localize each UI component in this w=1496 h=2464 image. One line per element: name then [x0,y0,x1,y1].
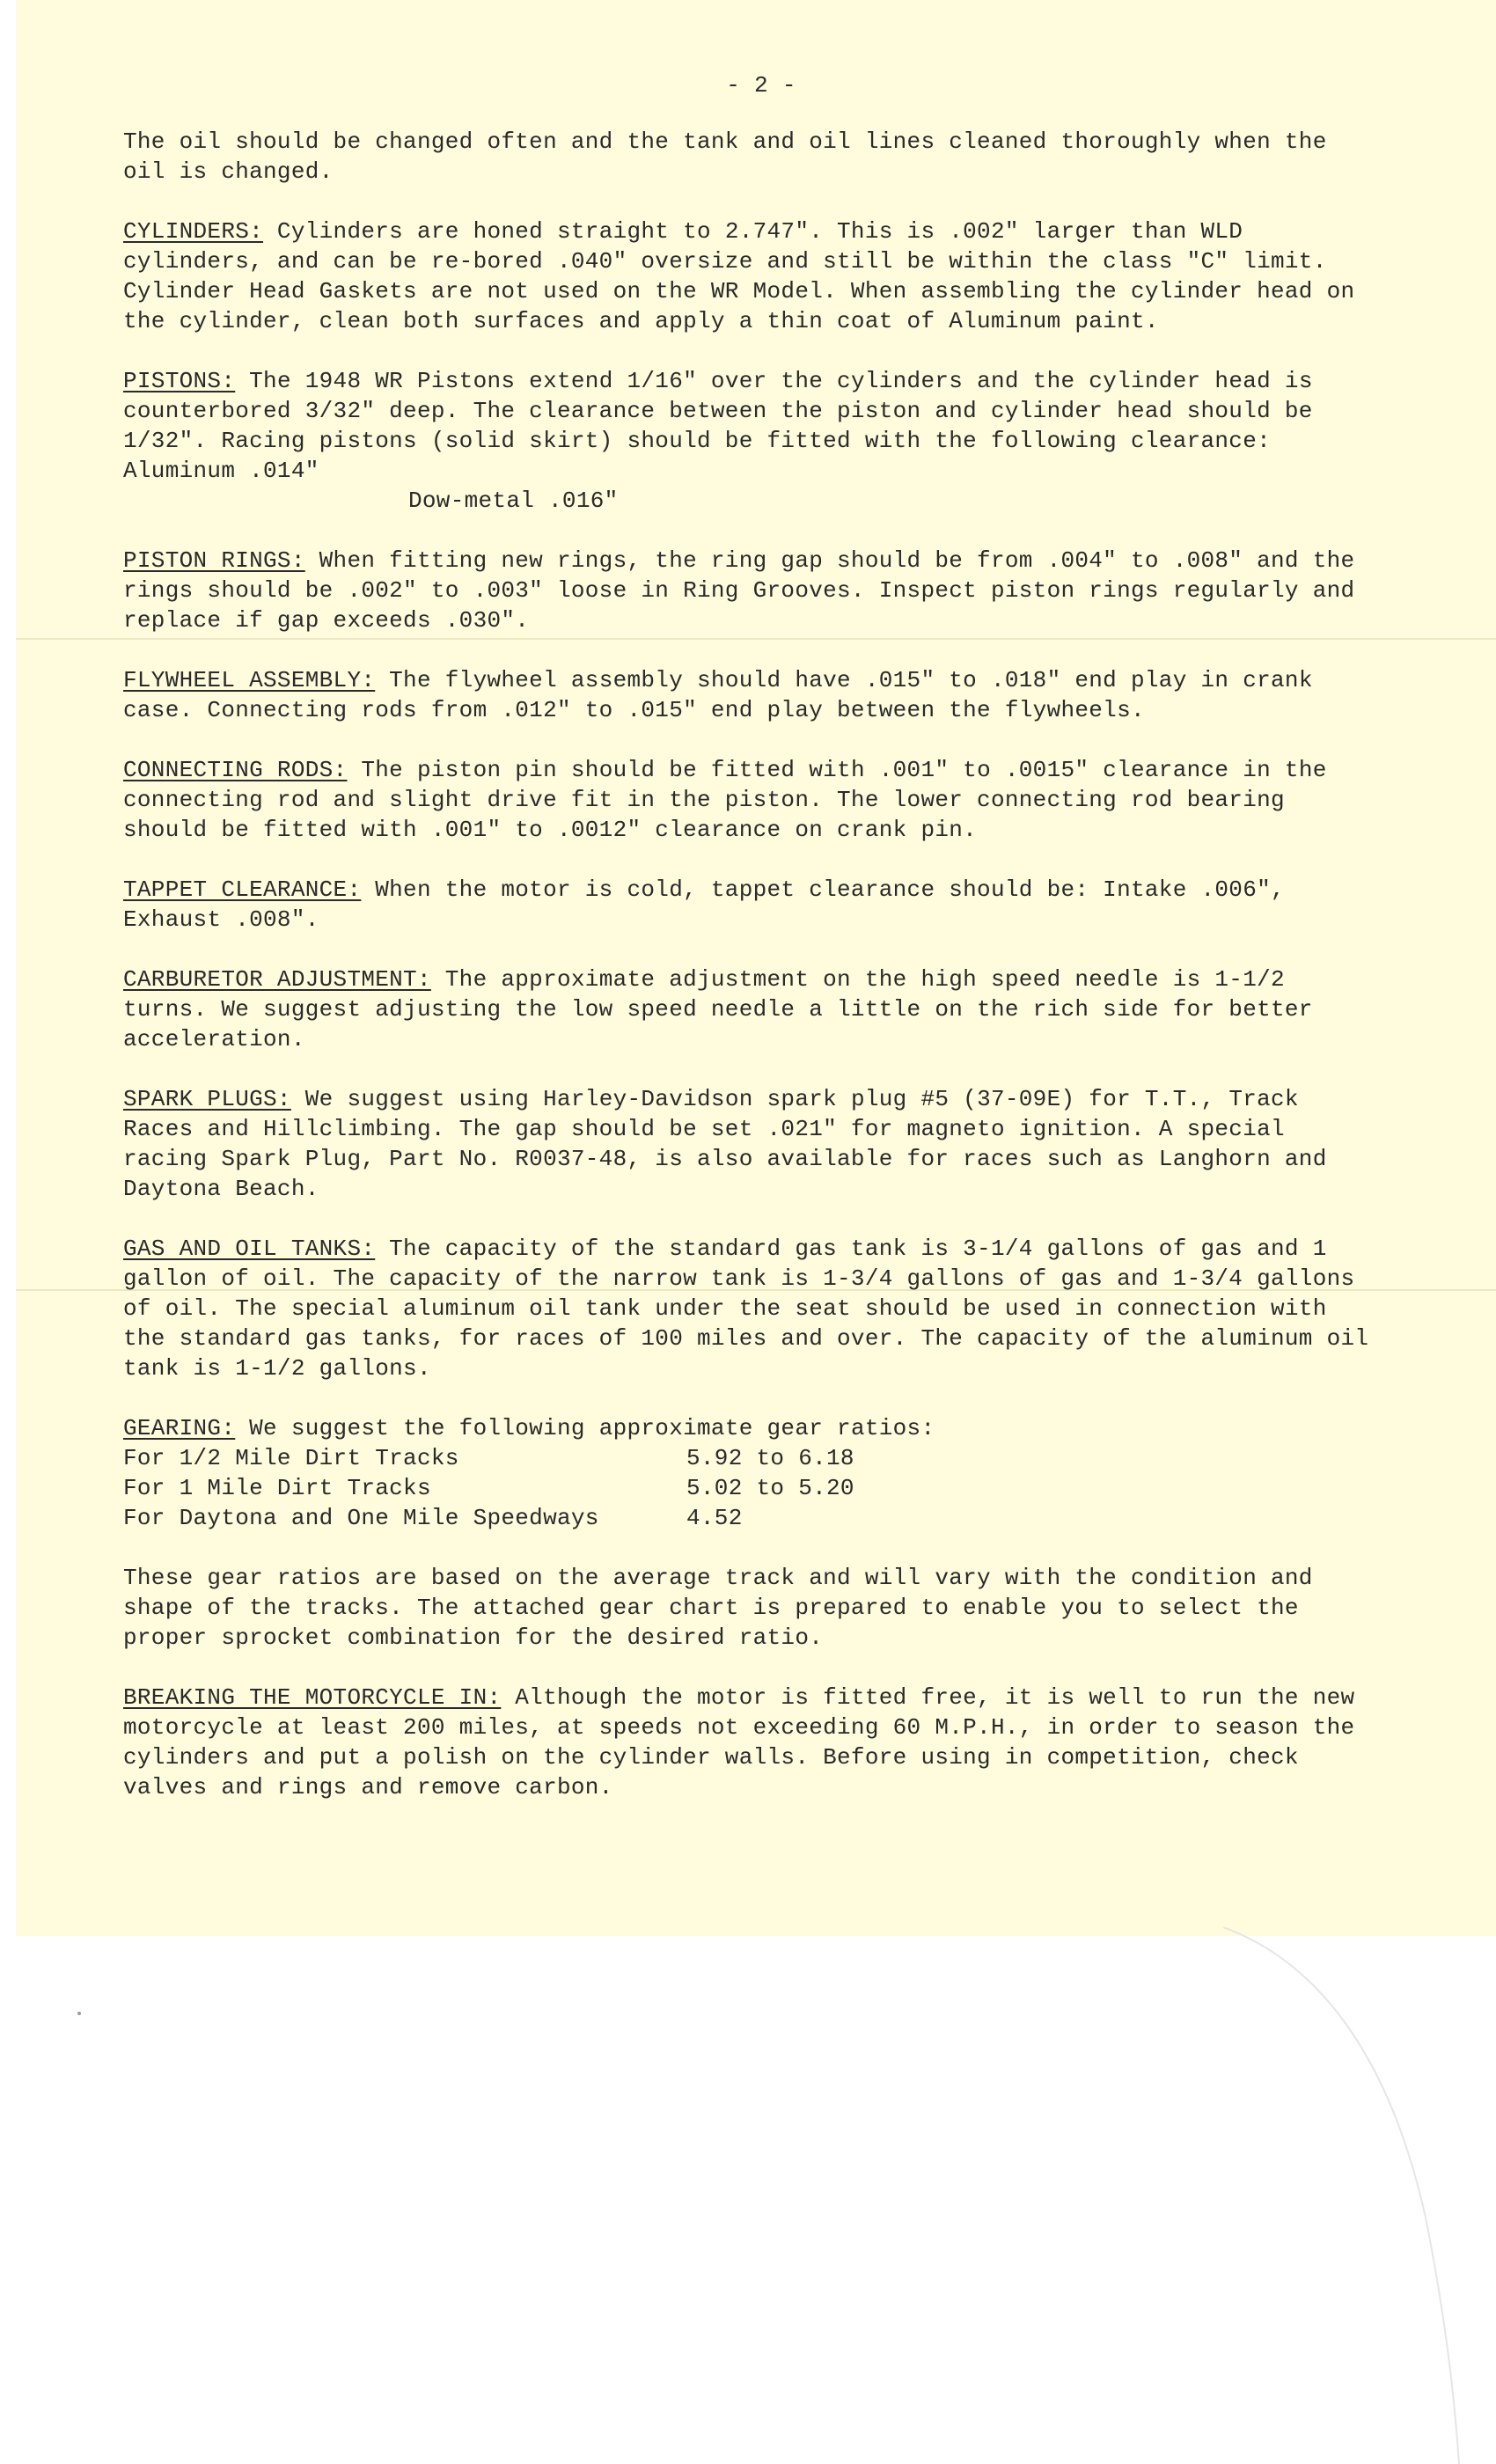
gearing-body: We suggest the following approximate gear ratios: [235,1415,935,1441]
pistons-dow-metal-line: Dow-metal .016" [408,488,619,514]
document-page [123,70,1383,1832]
stray-dot-mark [77,2012,81,2015]
gear-ratio-table [123,1443,854,1533]
carburetor-adjustment-heading: CARBURETOR ADJUSTMENT: [123,966,431,993]
carburetor-adjustment-body: The approximate adjustment on the high speed needle is 1-1/2 turns. We suggest adjusting the low speed needle a little on the rich side for better acceleration. [123,966,1327,1052]
pistons-body: The 1948 WR Pistons extend 1/16" over the cylinders and the cylinder head is counterbored 3/32" deep. The clearance between the piston and cylinder head should be 1/32". Racing pistons (solid skirt) should be fitted with the following clearance: Aluminum .014" [123,368,1327,484]
cylinders-section [123,216,1373,336]
flywheel-assembly-body: The flywheel assembly should have .015" to .018" end play in crank case. Connecting rods from .012" to .015" end play between the flywheels. [123,667,1327,723]
connecting-rods-body: The piston pin should be fitted with .001" to .0015" clearance in the connecting rod and slight drive fit in the piston. The lower connecting rod bearing should be fitted with .001" to .0012" clearance on crank pin. [123,757,1341,843]
spark-plugs-body: We suggest using Harley-Davidson spark plug #5 (37-09E) for T.T., Track Races and Hillclimbing. The gap should be set .021" for magneto ignition. A special racing Spark Plug, Part No. R0037-48, is also available for races such as Langhorn and Daytona Beach. [123,1086,1341,1202]
breaking-in-heading: BREAKING THE MOTORCYCLE IN: [123,1684,502,1711]
cylinders-body: Cylinders are honed straight to 2.747". This is .002" larger than WLD cylinders, and can be re-bored .040" oversize and still be within the class "C" limit. Cylinder Head Gaskets are not used on the WR Model. When assembling the cylinder head on the cylinder, clean both surfaces and apply a thin coat of Aluminum paint. [123,218,1369,334]
gear-ratio-value: 5.02 to 5.20 [686,1475,854,1501]
breaking-in-body: Although the motor is fitted free, it is well to run the new motorcycle at least 200 miles, at speeds not exceeding 60 M.P.H., in order to season the cylinders and put a polish on the cylinder walls. Before using in competition, check valves and rings and remove carbon. [123,1684,1369,1800]
table-row [123,1503,854,1533]
gearing-note: These gear ratios are based on the average track and will vary with the condition and shape of the tracks. The attached gear chart is prepared to enable you to select the proper sprocket combination for the desired ratio. [123,1565,1327,1651]
table-row [123,1443,854,1473]
cylinders-heading: CYLINDERS: [123,218,264,245]
gas-and-oil-tanks-heading: GAS AND OIL TANKS: [123,1236,376,1262]
spark-plugs-heading: SPARK PLUGS: [123,1086,291,1112]
gas-and-oil-tanks-section [123,1234,1383,1383]
gear-track-label: For 1 Mile Dirt Tracks [123,1475,431,1501]
gearing-heading: GEARING: [123,1415,236,1441]
piston-rings-heading: PISTON RINGS: [123,547,305,574]
tappet-clearance-section [123,875,1373,935]
pistons-heading: PISTONS: [123,368,236,394]
flywheel-assembly-heading: FLYWHEEL ASSEMBLY: [123,667,376,693]
carburetor-adjustment-section [123,964,1373,1054]
gear-ratio-value: 4.52 [686,1505,743,1531]
connecting-rods-section [123,755,1373,845]
gear-track-label: For Daytona and One Mile Speedways [123,1505,599,1531]
table-row [123,1473,854,1503]
gear-ratio-value: 5.92 to 6.18 [686,1445,854,1471]
intro-paragraph: The oil should be changed often and the tank and oil lines cleaned thoroughly when the oil is changed. [123,128,1341,185]
connecting-rods-heading: CONNECTING RODS: [123,757,348,783]
page-number: - 2 - [726,72,796,99]
pistons-section [123,366,1373,516]
gear-track-label: For 1/2 Mile Dirt Tracks [123,1445,459,1471]
spark-plugs-section [123,1084,1373,1204]
piston-rings-body: When fitting new rings, the ring gap should be from .004" to .008" and the rings should be .002" to .003" loose in Ring Grooves. Inspect piston rings regularly and replace if gap exceeds .030". [123,547,1369,634]
tappet-clearance-body: When the motor is cold, tappet clearance should be: Intake .006", Exhaust .008". [123,876,1299,933]
flywheel-assembly-section [123,665,1373,725]
piston-rings-section [123,546,1373,635]
tappet-clearance-heading: TAPPET CLEARANCE: [123,876,362,903]
breaking-in-section [123,1683,1373,1802]
page-edge-curve [1223,1927,1487,2464]
gas-and-oil-tanks-body: The capacity of the standard gas tank is 3-1/4 gallons of gas and 1 gallon of oil. The capacity of the narrow tank is 1-3/4 gallons of gas and 1-3/4 gallons of oil. The special aluminum oil tank under the seat should be used in connection with the standard gas tanks, for races of 100 miles and over. The capacity of the aluminum oil tank is 1-1/2 gallons. [123,1236,1383,1382]
gearing-section [123,1413,1373,1533]
